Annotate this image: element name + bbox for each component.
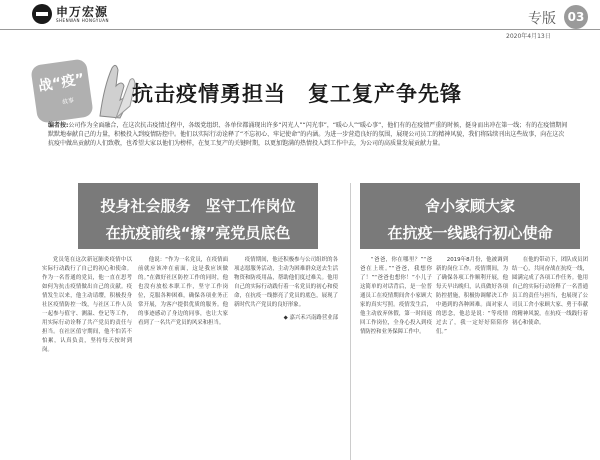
left-article-banner (78, 183, 318, 249)
badge-subtitle: 故事 (61, 96, 75, 106)
right-article-banner (360, 183, 580, 249)
left-col1-text: 党员笔在这次新冠肺炎疫情中以实际行动践行了自己的初心和使命。作为一名普通的党员，他一直在思考如何为抗击疫情做出自己的贡献。疫情发生以来，他主动请缨，积极投身社区疫情防控一线，与社区工作人员一起参与值守、测温、登记等工作，用实际行动诠释了共产党员的责任与担当。在社区值守期间，他不怕苦不怕累，认真负责，坚持每天按时到岗。 (42, 257, 132, 353)
page-headline: 抗击疫情勇担当 复工复产争先锋 (132, 82, 462, 106)
company-logo (32, 4, 109, 24)
left-article-column-1 (42, 256, 132, 456)
right-col3-text: 在他的带动下，团队成员团结一心，共同奋战在抗疫一线，圆满完成了各项工作任务。他用自己的实际行动诠释了一名普通员工的责任与担当，也展现了公司员工舍小家顾大家、勇于奉献的精神风貌，在抗疫一线践行着初心和使命。 (512, 257, 588, 326)
issue-date: 2020年4月13日 (506, 33, 551, 40)
left-article-column-3 (234, 256, 338, 456)
column-divider (350, 183, 351, 460)
right-banner-line1: 舍小家顾大家 (424, 197, 515, 215)
badge-title: 战“疫” (37, 71, 86, 95)
editor-note-label: 编者按: (48, 122, 69, 129)
page-number-badge: 03 (564, 5, 588, 29)
column-badge (34, 62, 90, 120)
editor-note-text: 公司作为全面融合，在这次抗击疫情过程中，各级党组织、各单位都涌现出许多“闪光人”“闪光事”，“暖心人”“暖心事”，他们有的在疫情严重的时候，挺身而出冲在第一线；有的在疫情期间默默地奉献自己的力量，积极投入到疫情防控中。他们以实际行动诠释了“不忘初心、牢记使命”的内涵。为进一步营造良好的氛围，展现公司员工的精神风貌，我们将陆续刊出这些故事，向在这次抗疫中做出贡献的人们致敬，也希望大家以他们为榜样，在复工复产的关键时期，以更加饱满的热情投入到工作中去，为公司的高质量发展贡献力量。 (48, 122, 568, 147)
right-col2-text: 2019年8月份，他被调到新的岗位工作。疫情期间，为了确保各项工作顺利开展，他每天早出晚归，认真做好各项防控措施，积极协调解决工作中遇到的各种困难。面对家人的思念，他总是说：“等疫情过去了，我一定好好陪陪你们。” (436, 257, 508, 335)
right-article-column-3 (512, 256, 588, 456)
right-article-column-2 (436, 256, 508, 456)
right-banner-line2: 在抗疫一线践行初心使命 (387, 224, 553, 242)
left-article-column-2 (138, 256, 228, 456)
logo-name-en: SHENWAN HONGYUAN (56, 17, 109, 23)
section-label: 专版 (528, 11, 556, 27)
left-col3-text: 疫情期间，他还积极参与公司组织的各项志愿服务活动，主动为困难群众送去生活物资和防疫用品，帮助他们度过难关。他用自己的实际行动践行着一名党员的初心和使命，在抗疫一线擦亮了党员的底色，展现了新时代共产党员的良好形象。 (234, 257, 338, 308)
left-col2-text: 他说：“作为一名党员，在疫情面前就应该冲在前面，这是我应该做的。”在做好社区防控工作的同时，他也没有放松本职工作，坚守工作岗位，克服各种困难，确保各项业务正常开展，为客户提供优质的服务。他的事迹感动了身边的同事，也让大家看到了一名共产党员的风采和担当。 (138, 257, 228, 326)
left-banner-line2: 在抗疫前线“擦”亮党员底色 (105, 224, 291, 242)
logo-name-cn: 申万宏源 (56, 4, 109, 19)
logo-icon (32, 4, 52, 24)
left-article-signature: ◆ 嘉兴禾兴南路营业部 (283, 315, 338, 321)
left-banner-line1: 投身社会服务 坚守工作岗位 (100, 197, 296, 215)
right-article-column-1 (360, 256, 432, 456)
page-header (0, 0, 600, 30)
right-col1-text: “爸爸，你在哪里？”“爸爸在上班。”“爸爸，我想你了！”“爸爸也想你！”小儿子这简单的对话背后，是一位普通员工在疫情期间舍小家顾大家的真实写照。疫情发生后，他主动放弃休假，第一时间返回工作岗位，全身心投入到疫情防控和业务保障工作中。 (360, 257, 432, 335)
editor-note (48, 121, 568, 148)
